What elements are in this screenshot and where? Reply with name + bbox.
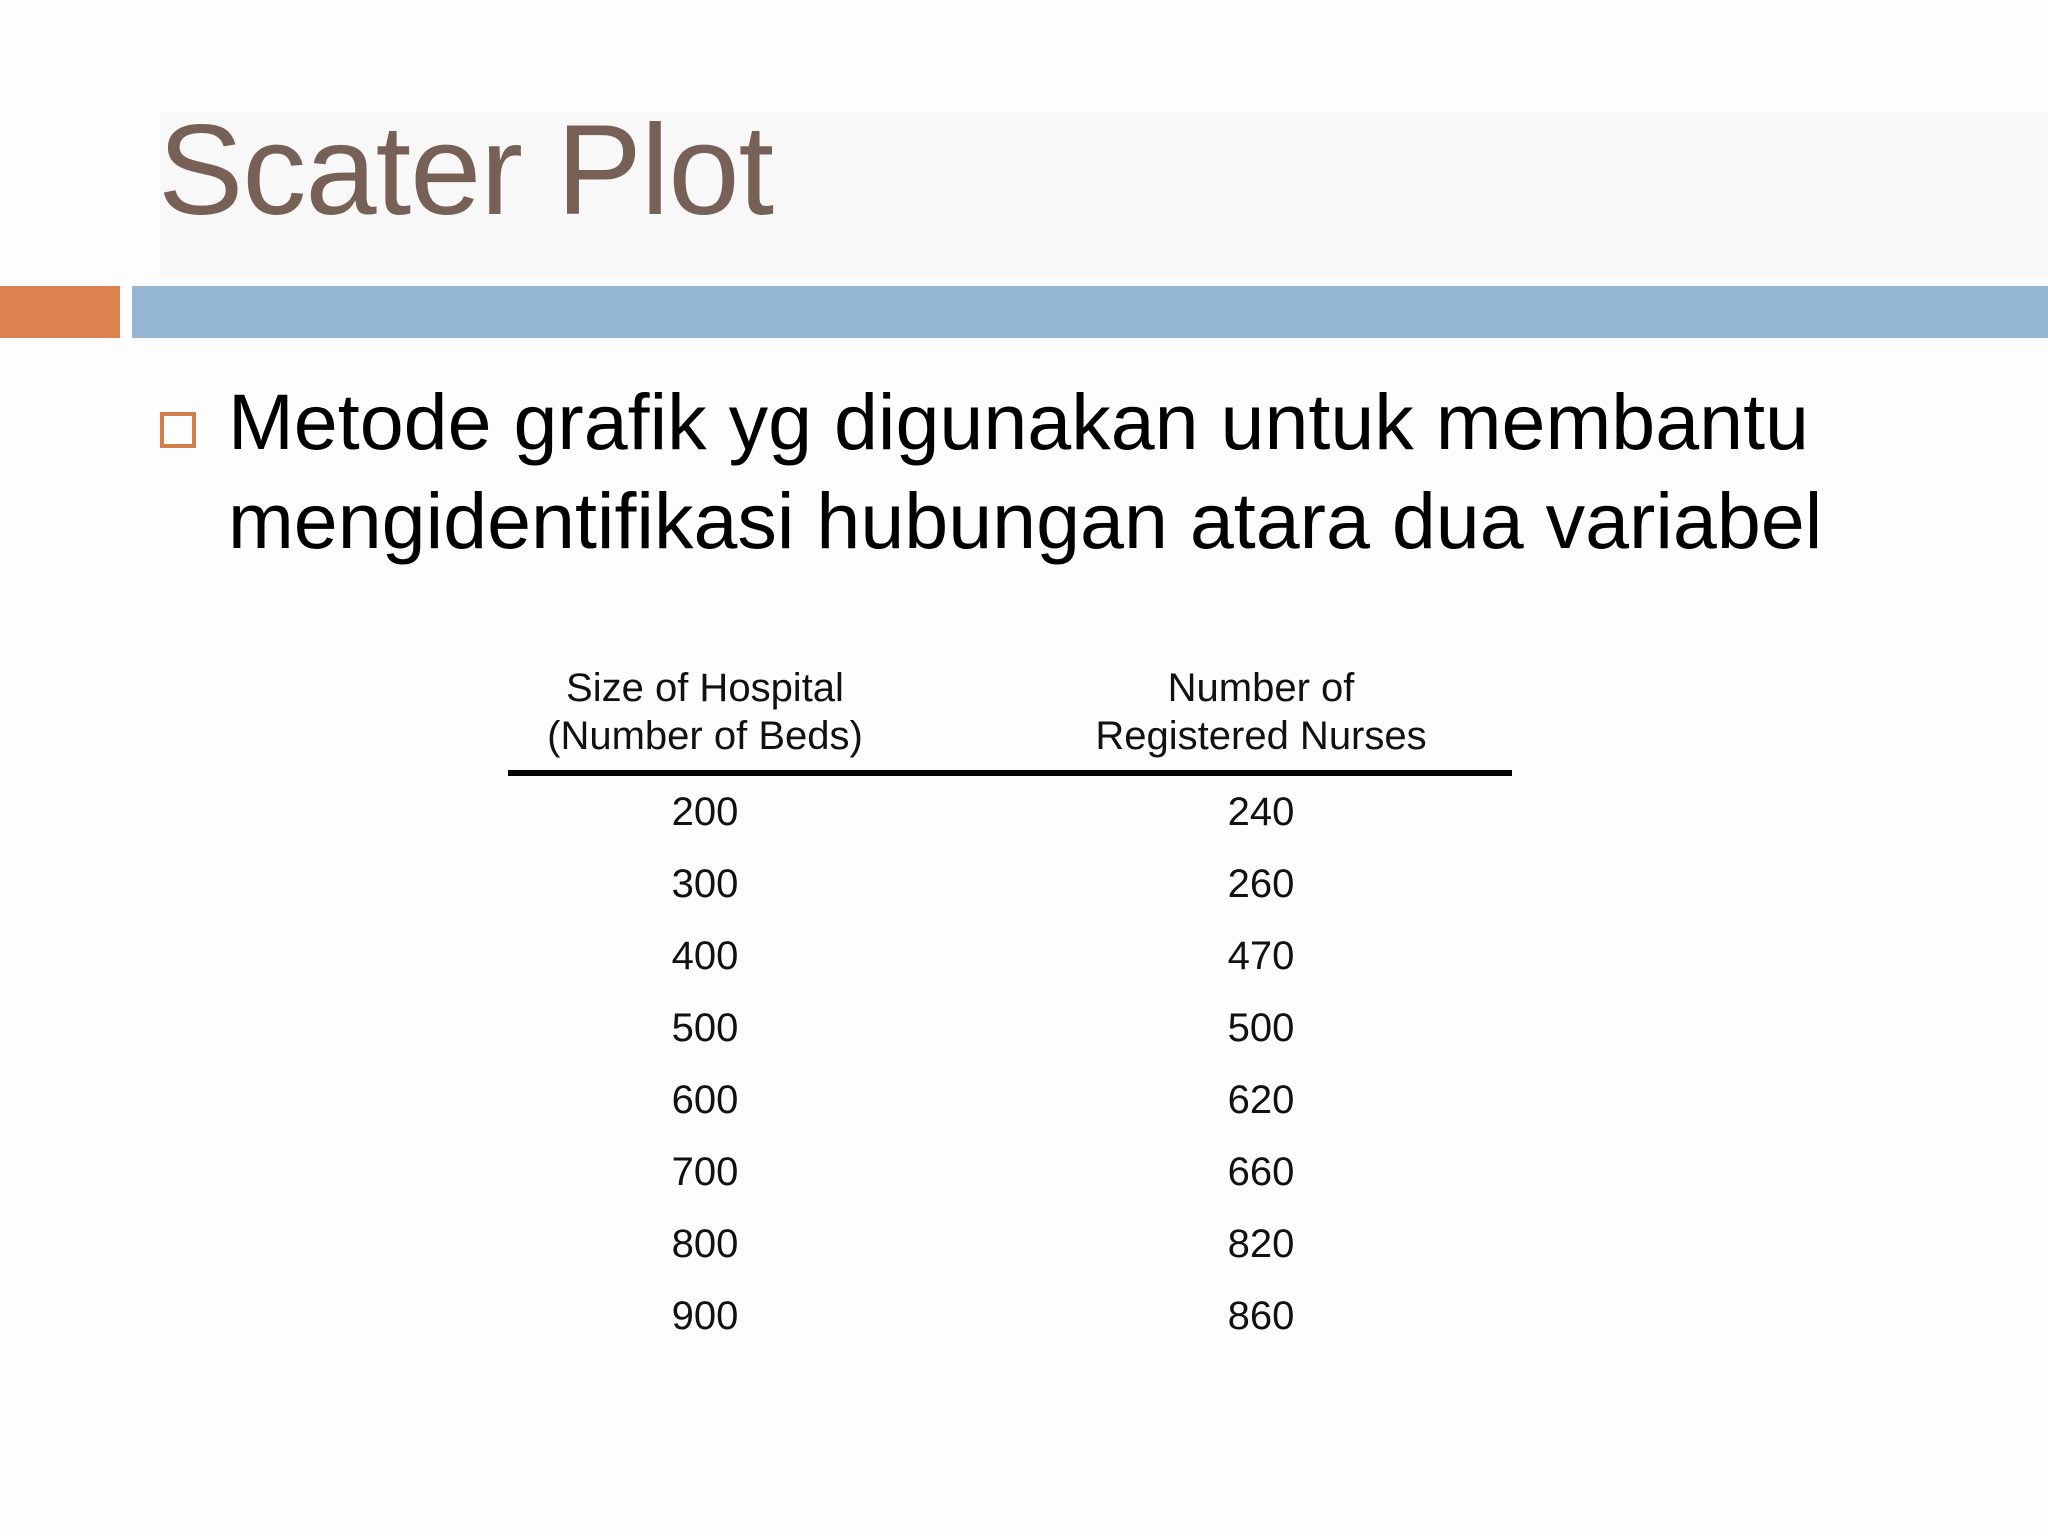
table-row — [508, 1136, 1512, 1208]
beds-cell: 700 — [671, 1150, 739, 1194]
slide-title: Scater Plot — [158, 99, 774, 242]
accent-band — [0, 286, 120, 338]
table-row — [508, 1208, 1512, 1280]
hospital-nurses-table — [508, 660, 1512, 1352]
bullet-text: Metode grafik yg digunakan untuk membantu mengidentifikasi hubungan atara dua variabel — [228, 377, 1823, 565]
table-row — [508, 920, 1512, 992]
table-row — [508, 848, 1512, 920]
nurses-cell: 660 — [1227, 1150, 1295, 1194]
column-header-nurses: Number of Registered Nurses — [1010, 660, 1512, 773]
table-row — [508, 1064, 1512, 1136]
table-header-row — [508, 660, 1512, 773]
beds-cell: 200 — [671, 790, 739, 834]
beds-cell: 600 — [671, 1078, 739, 1122]
beds-cell: 500 — [671, 1006, 739, 1050]
hollow-square-bullet-icon — [160, 412, 196, 448]
nurses-cell: 820 — [1227, 1222, 1295, 1266]
beds-cell: 400 — [671, 934, 739, 978]
beds-cell: 300 — [671, 862, 739, 906]
nurses-cell: 470 — [1227, 934, 1295, 978]
table-row — [508, 992, 1512, 1064]
nurses-cell: 500 — [1227, 1006, 1295, 1050]
nurses-cell: 260 — [1227, 862, 1295, 906]
beds-cell: 800 — [671, 1222, 739, 1266]
table-row — [508, 773, 1512, 848]
nurses-cell: 620 — [1227, 1078, 1295, 1122]
nurses-cell: 860 — [1227, 1294, 1295, 1338]
table-row — [508, 1280, 1512, 1352]
column-header-beds: Size of Hospital (Number of Beds) — [508, 660, 1010, 773]
nurses-cell: 240 — [1227, 790, 1295, 834]
header-band — [132, 286, 2048, 338]
beds-cell: 900 — [671, 1294, 739, 1338]
